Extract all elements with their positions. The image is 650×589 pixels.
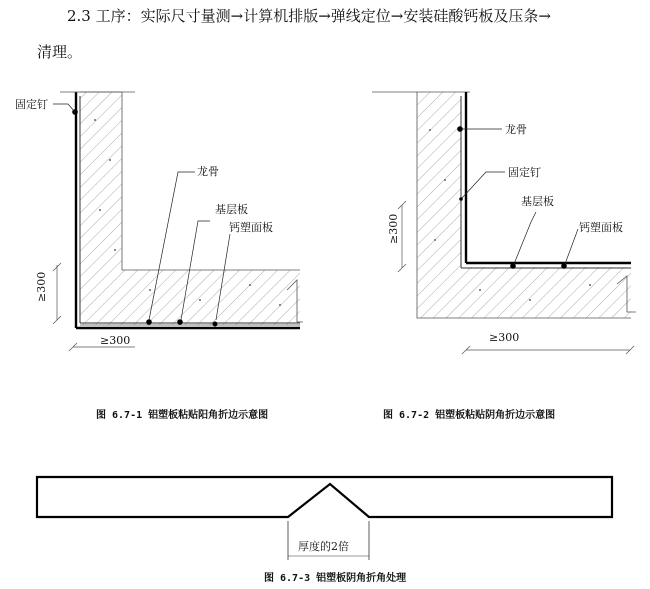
fig2-label-calcium-panel: 钙塑面板 (579, 221, 623, 234)
figure-1-caption: 图 6.7-1 铝塑板粘贴阳角折边示意图 (96, 410, 269, 421)
fig1-label-calcium-panel: 钙塑面板 (229, 221, 273, 234)
fig2-label-keel: 龙骨 (505, 123, 527, 136)
procedure-line-1: 2.3 工序：实际尺寸量测→计算机排版→弹线定位→安装硅酸钙板及压条→ (67, 7, 551, 25)
fig1-dim-horizontal: ≥300 (100, 334, 131, 347)
fig1-label-keel: 龙骨 (197, 165, 219, 178)
fig2-dim-vertical: ≥300 (387, 213, 400, 244)
fig3-label-thickness: 厚度的2倍 (298, 540, 349, 553)
figure-3-caption: 图 6.7-3 铝塑板阴角折角处理 (264, 573, 407, 584)
fig2-label-base-board: 基层板 (521, 195, 554, 208)
procedure-line-2: 清理。 (37, 43, 83, 61)
fig2-label-fixing-nail: 固定钉 (508, 166, 541, 179)
fig1-dim-vertical: ≥300 (35, 271, 48, 302)
fig1-label-fixing-nail: 固定钉 (15, 98, 48, 111)
figure-2-caption: 图 6.7-2 铝塑板粘贴阴角折边示意图 (383, 410, 556, 421)
fig2-dim-horizontal: ≥300 (489, 331, 520, 344)
fig1-label-base-board: 基层板 (215, 203, 248, 216)
